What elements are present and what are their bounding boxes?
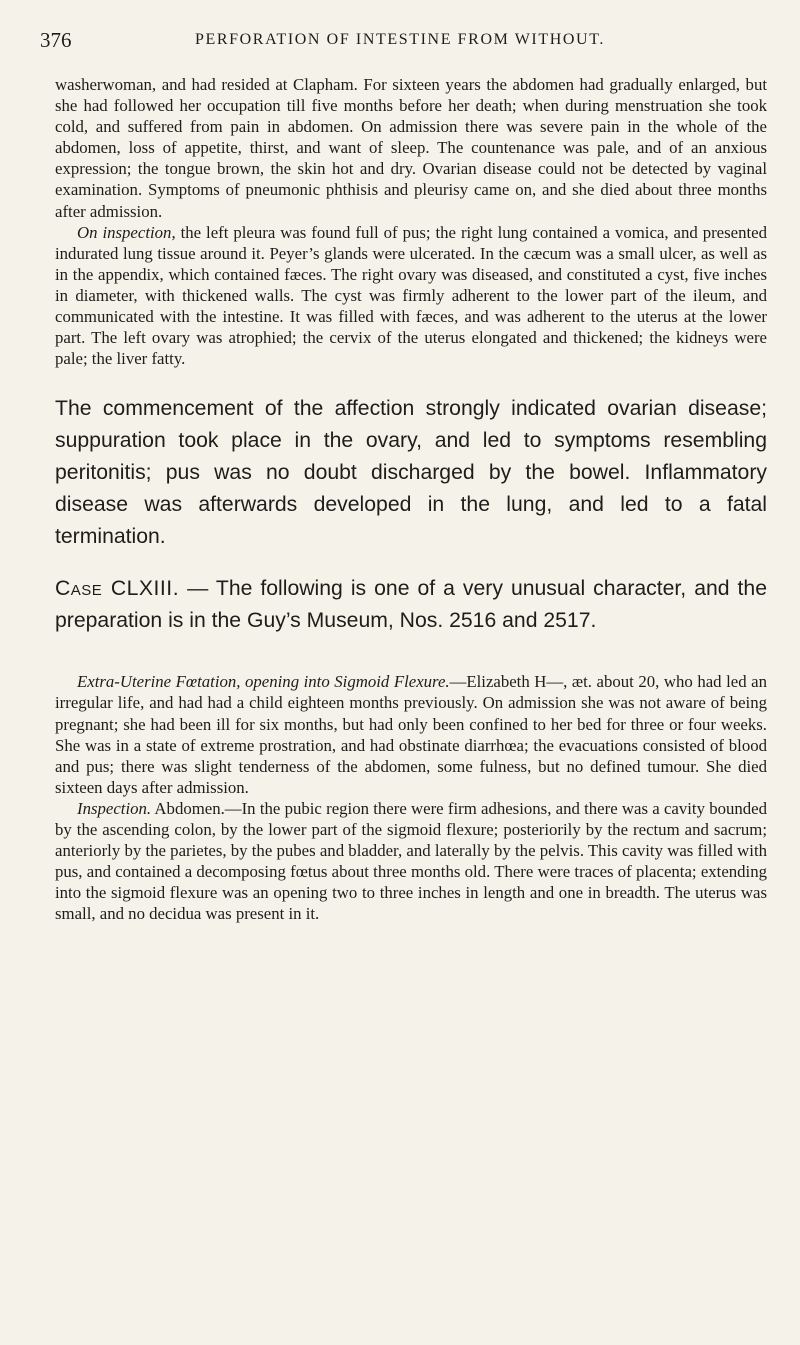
- paragraph-inspection: [55, 222, 767, 370]
- paragraph-case-heading: [55, 573, 767, 637]
- running-head: [40, 28, 770, 54]
- paragraph-commentary: The commencement of the affection strongly indicated ovarian disease; suppuration took place in the ovary, and led to symptoms resembling peritonitis; pus was no doubt discharged by the bowel. Inflammatory disease was afterwards developed in the lung, and led to a fatal termination.: [55, 397, 767, 549]
- inspection-text: the left pleura was found full of pus; the right lung contained a vomica, and presented indurated lung tissue around it. Peyer’s glands were ulcerated. In the cæcum was a small ulcer, as well as in the appendix, which contained fæces. The right ovary was diseased, and constituted a cyst, five inches in diameter, with thickened walls. The cyst was firmly adherent to the lower part of the ileum, and communicated with the intestine. It was filled with fæces, and was adherent to the uterus at the lower part. The left ovary was atrophied; the cervix of the uterus elongated and thickened; the kidneys were pale; the liver fatty.: [55, 222, 767, 369]
- case-inspection-text: Abdomen.—In the pubic region there were firm adhesions, and there was a cavity bounded by the ascending colon, by the lower part of the sigmoid flexure; posteriorily by the rectum and sacrum; anteriorly by the parietes, by the pubes and bladder, and laterally by the pelvis. This cavity was filled with pus, and contained a decomposing fœtus about three months old. There were traces of placenta; extending into the sigmoid flexure was an opening two to three inches in length and one in breadth. The uterus was small, and no decidua was present in it.: [55, 798, 767, 924]
- inspection-lead: On inspection,: [77, 222, 176, 242]
- running-title: PERFORATION OF INTESTINE FROM WITHOUT.: [195, 31, 605, 48]
- paragraph-case-history: [55, 671, 767, 798]
- case-history-text: —Elizabeth H—, æt. about 20, who had led an irregular life, and had had a child eighteen months previously. On admission she was not aware of being pregnant; she had been ill for six months, but had only been confined to her bed for three or four weeks. She was in a state of extreme prostration, and had obstinate diarrhœa; the evacuations consisted of blood and pus; there was slight tenderness of the abdomen, some fulness, but no defined tumour. She died sixteen days after admission.: [55, 672, 767, 797]
- paragraph-case-continuation: washerwoman, and had resided at Clapham. For sixteen years the abdomen had gradually enlarged, but she had followed her occupation till five months before her death; when during menstruation she took cold, and suffered from pain in abdomen. On admission there was severe pain in the whole of the abdomen, loss of appetite, thirst, and want of sleep. The countenance was pale, and of an anxious expression; the tongue brown, the skin hot and dry. Ovarian disease could not be detected by vaginal examination. Symptoms of pneumonic phthisis and pleurisy came on, and she died about three months after admission.: [55, 75, 767, 221]
- page-body: [55, 74, 767, 924]
- case-number-label: Case CLXIII.: [55, 577, 180, 601]
- case-intro-text: — The following is one of a very unusual character, and the preparation is in the Guy’s Museum, Nos. 2516 and 2517.: [55, 577, 767, 633]
- case-subheading: Extra-Uterine Fœtation, opening into Sigmoid Flexure.: [77, 672, 450, 692]
- case-inspection-lead: Inspection.: [77, 798, 152, 818]
- paragraph-case-inspection: [55, 798, 767, 925]
- page-number: 376: [40, 28, 72, 52]
